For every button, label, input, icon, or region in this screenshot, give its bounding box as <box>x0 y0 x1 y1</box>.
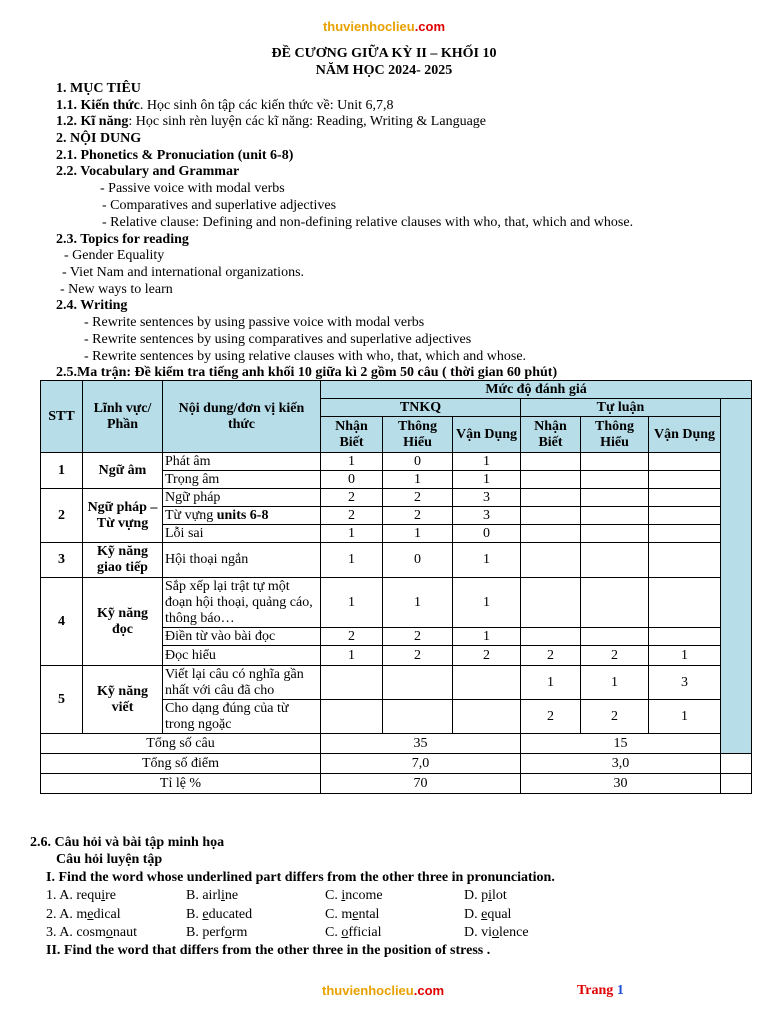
content-cell: Trọng âm <box>163 471 321 489</box>
value-cell: 3 <box>453 489 521 507</box>
value-cell: 1 <box>383 578 453 628</box>
value-cell: 0 <box>383 543 453 578</box>
value-cell <box>581 543 649 578</box>
value-cell <box>581 525 649 543</box>
value-cell <box>581 507 649 525</box>
value-cell: 1 <box>321 453 383 471</box>
value-cell <box>521 471 581 489</box>
site-name: thuvienhoclieu <box>322 983 414 998</box>
option-text: ncome <box>345 888 383 903</box>
content-cell: Lỗi sai <box>163 525 321 543</box>
content-cell <box>163 507 321 525</box>
q1-option <box>325 906 379 923</box>
total-essay: 15 <box>521 734 721 754</box>
header-comprehension: Thông Hiểu <box>581 417 649 453</box>
skill-text: : Học sinh rèn luyện các kĩ năng: Reading, Writing & Language <box>128 114 486 129</box>
practice-heading: Câu hỏi luyện tập <box>56 852 163 867</box>
stt-cell: 3 <box>41 543 83 578</box>
underlined-part: i <box>101 888 106 903</box>
value-cell <box>383 700 453 734</box>
header-assessment-level: Mức độ đánh giá <box>321 381 752 399</box>
value-cell: 1 <box>453 453 521 471</box>
value-cell: 2 <box>581 700 649 734</box>
content-cell: Cho dạng đúng của từ trong ngoặc <box>163 700 321 734</box>
blank-cell <box>721 754 752 774</box>
value-cell <box>649 453 721 471</box>
value-cell <box>649 525 721 543</box>
value-cell: 2 <box>521 646 581 666</box>
q1-option <box>186 906 252 923</box>
value-cell <box>383 666 453 700</box>
content-cell: Điền từ vào bài đọc <box>163 628 321 646</box>
q1-option <box>186 887 238 904</box>
value-cell <box>649 507 721 525</box>
vocab-item: - Comparatives and superlative adjectives <box>102 198 337 213</box>
value-cell <box>521 507 581 525</box>
q1-option <box>46 924 137 941</box>
content-cell: Phát âm <box>163 453 321 471</box>
stt-cell: 5 <box>41 666 83 734</box>
header-application: Vận Dụng <box>649 417 721 453</box>
option-text: dical <box>93 907 121 922</box>
table-row <box>41 543 752 578</box>
knowledge-label: 1.1. Kiến thức <box>56 98 140 113</box>
option-text: D. <box>464 907 482 922</box>
value-cell: 3 <box>453 507 521 525</box>
value-cell: 0 <box>321 471 383 489</box>
field-cell: Kỹ năng giao tiếp <box>83 543 163 578</box>
total-row <box>41 754 752 774</box>
table-row <box>41 578 752 628</box>
option-text: lence <box>499 925 529 940</box>
value-cell: 1 <box>321 543 383 578</box>
underlined-part: o <box>105 925 113 940</box>
q1-option <box>464 906 511 923</box>
value-cell: 2 <box>321 628 383 646</box>
table-row <box>41 453 752 471</box>
value-cell <box>649 471 721 489</box>
value-cell <box>521 543 581 578</box>
value-cell <box>521 525 581 543</box>
value-cell: 1 <box>453 543 521 578</box>
header-stt: STT <box>41 381 83 453</box>
header-content: Nội dung/đơn vị kiến thức <box>163 381 321 453</box>
content-bold-text: units 6-8 <box>216 507 269 523</box>
content-cell: Ngữ pháp <box>163 489 321 507</box>
value-cell <box>649 489 721 507</box>
section-1-heading: 1. MỤC TIÊU <box>56 81 141 96</box>
stt-cell: 2 <box>41 489 83 543</box>
content-cell: Đọc hiểu <box>163 646 321 666</box>
option-text: C. <box>325 925 342 940</box>
total-essay: 3,0 <box>521 754 721 774</box>
value-cell: 2 <box>581 646 649 666</box>
writing-item: - Rewrite sentences by using passive voice with modal verbs <box>84 315 425 330</box>
topic-item: - Viet Nam and international organizations. <box>62 265 305 280</box>
total-label: Tỉ lệ % <box>41 774 321 794</box>
matrix-title: 2.5.Ma trận: Đề kiểm tra tiếng anh khối 10 giữa kì 2 gồm 50 câu ( thời gian 60 phút) <box>56 365 558 380</box>
site-domain: .com <box>414 19 446 34</box>
field-cell: Kỹ năng viết <box>83 666 163 734</box>
stt-cell: 4 <box>41 578 83 666</box>
value-cell: 0 <box>383 453 453 471</box>
value-cell <box>581 628 649 646</box>
value-cell: 1 <box>581 666 649 700</box>
skill-line <box>56 113 486 130</box>
value-cell: 1 <box>649 646 721 666</box>
value-cell <box>649 578 721 628</box>
site-header <box>0 18 768 35</box>
underlined-part: e <box>352 907 359 922</box>
value-cell: 1 <box>321 525 383 543</box>
value-cell: 2 <box>383 507 453 525</box>
option-text: 3. A. cosm <box>46 925 106 940</box>
writing-item: - Rewrite sentences by using relative clauses with who, that, which and whose. <box>84 349 527 364</box>
section-2-heading: 2. NỘI DUNG <box>56 131 142 146</box>
writing-item: - Rewrite sentences by using comparatives and superlative adjectives <box>84 332 472 347</box>
total-essay: 30 <box>521 774 721 794</box>
value-cell: 2 <box>383 646 453 666</box>
value-cell <box>581 578 649 628</box>
value-cell <box>521 453 581 471</box>
stt-cell: 1 <box>41 453 83 489</box>
underlined-part: o <box>341 925 349 940</box>
value-cell <box>581 453 649 471</box>
page-num: 1 <box>616 983 624 998</box>
option-text: lot <box>492 888 507 903</box>
knowledge-text: . Học sinh ôn tập các kiến thức về: Unit 6,7,8 <box>139 98 394 113</box>
value-cell: 3 <box>649 666 721 700</box>
site-footer <box>322 982 444 999</box>
field-cell: Ngữ pháp – Từ vựng <box>83 489 163 543</box>
option-text: B. perf <box>186 925 225 940</box>
option-text: D. vi <box>464 925 492 940</box>
underlined-part: o <box>224 925 232 940</box>
value-cell: 1 <box>453 578 521 628</box>
header-tnkq: TNKQ <box>321 399 521 417</box>
option-text: rm <box>231 925 248 940</box>
field-cell: Kỹ năng đọc <box>83 578 163 666</box>
option-text: fficial <box>348 925 382 940</box>
value-cell: 1 <box>321 646 383 666</box>
value-cell <box>521 489 581 507</box>
total-row <box>41 774 752 794</box>
header-recognition: Nhận Biết <box>321 417 383 453</box>
blank-side-column <box>721 399 752 754</box>
value-cell: 1 <box>649 700 721 734</box>
underlined-part: e <box>87 907 94 922</box>
page-label: Trang <box>577 983 617 998</box>
underlined-part: e <box>202 907 209 922</box>
topics-heading: 2.3. Topics for reading <box>56 232 189 247</box>
section-2-6-heading: 2.6. Câu hỏi và bài tập minh họa <box>30 835 225 850</box>
value-cell <box>649 628 721 646</box>
total-label: Tổng số điểm <box>41 754 321 774</box>
total-tnkq: 7,0 <box>321 754 521 774</box>
value-cell: 0 <box>453 525 521 543</box>
underlined-part: i <box>341 888 346 903</box>
question-2-instruction: II. Find the word that differs from the other three in the position of stress . <box>46 943 491 958</box>
topic-item: - Gender Equality <box>64 248 165 263</box>
underlined-part: o <box>492 925 499 940</box>
value-cell <box>321 700 383 734</box>
underlined-part: i <box>488 888 493 903</box>
value-cell: 1 <box>321 578 383 628</box>
header-recognition: Nhận Biết <box>521 417 581 453</box>
question-1-instruction: I. Find the word whose underlined part differs from the other three in pronunciation. <box>46 870 555 885</box>
value-cell <box>581 489 649 507</box>
header-application: Vận Dụng <box>453 417 521 453</box>
content-cell: Hội thoại ngắn <box>163 543 321 578</box>
site-domain: .com <box>413 983 445 998</box>
option-text: C. m <box>325 907 353 922</box>
total-label: Tổng số câu <box>41 734 321 754</box>
option-text: ne <box>224 888 239 903</box>
option-text: 2. A. m <box>46 907 88 922</box>
value-cell <box>521 578 581 628</box>
value-cell: 2 <box>321 507 383 525</box>
option-text: qual <box>487 907 512 922</box>
option-text: 1. A. requ <box>46 888 102 903</box>
value-cell: 2 <box>383 489 453 507</box>
assessment-matrix-table <box>40 380 752 794</box>
q1-option <box>325 924 382 941</box>
total-row <box>41 734 752 754</box>
underlined-part: i <box>221 888 225 903</box>
value-cell: 2 <box>321 489 383 507</box>
total-tnkq: 35 <box>321 734 521 754</box>
option-text: ntal <box>358 907 380 922</box>
doc-title: ĐỀ CƯƠNG GIỮA KỲ II – KHỐI 10 <box>271 46 497 61</box>
knowledge-line <box>56 97 394 114</box>
header-essay: Tự luận <box>521 399 721 417</box>
value-cell <box>453 666 521 700</box>
vocab-item: - Relative clause: Defining and non-defining relative clauses with who, that, which and whose. <box>102 215 634 230</box>
value-cell <box>321 666 383 700</box>
value-cell <box>581 471 649 489</box>
value-cell: 1 <box>383 525 453 543</box>
table-row <box>41 489 752 507</box>
value-cell: 2 <box>453 646 521 666</box>
value-cell <box>453 700 521 734</box>
blank-cell <box>721 774 752 794</box>
q1-option <box>46 887 116 904</box>
doc-subtitle: NĂM HỌC 2024- 2025 <box>315 63 453 78</box>
option-text: B. airl <box>186 888 221 903</box>
total-tnkq: 70 <box>321 774 521 794</box>
vocab-heading: 2.2. Vocabulary and Grammar <box>56 164 240 179</box>
value-cell: 1 <box>453 471 521 489</box>
page-number <box>577 982 624 999</box>
value-cell: 2 <box>383 628 453 646</box>
value-cell: 1 <box>453 628 521 646</box>
option-text: ducated <box>208 907 253 922</box>
value-cell <box>521 628 581 646</box>
option-text: naut <box>112 925 137 940</box>
q1-option <box>464 924 529 941</box>
q1-option <box>464 887 507 904</box>
content-text: Từ vựng <box>165 507 217 523</box>
underlined-part: e <box>481 907 488 922</box>
option-text: D. p <box>464 888 489 903</box>
option-text: B. <box>186 907 203 922</box>
q1-option <box>46 906 121 923</box>
table-row <box>41 666 752 700</box>
q1-option <box>186 924 247 941</box>
skill-label: 1.2. Kĩ năng <box>56 114 129 129</box>
option-text: C. <box>325 888 342 903</box>
value-cell: 2 <box>521 700 581 734</box>
site-name: thuvienhoclieu <box>322 19 415 34</box>
q1-option <box>325 887 383 904</box>
value-cell: 1 <box>383 471 453 489</box>
writing-heading: 2.4. Writing <box>56 298 128 313</box>
option-text: re <box>105 888 116 903</box>
value-cell: 1 <box>521 666 581 700</box>
header-field: Lĩnh vực/ Phần <box>83 381 163 453</box>
topic-item: - New ways to learn <box>60 282 173 297</box>
value-cell <box>649 543 721 578</box>
vocab-item: - Passive voice with modal verbs <box>100 181 285 196</box>
phonetics-heading: 2.1. Phonetics & Pronuciation (unit 6-8) <box>56 148 294 163</box>
content-cell: Viết lại câu có nghĩa gần nhất với câu đã cho <box>163 666 321 700</box>
header-comprehension: Thông Hiểu <box>383 417 453 453</box>
content-cell: Sắp xếp lại trật tự một đoạn hội thoại, quảng cáo, thông báo… <box>163 578 321 628</box>
field-cell: Ngữ âm <box>83 453 163 489</box>
